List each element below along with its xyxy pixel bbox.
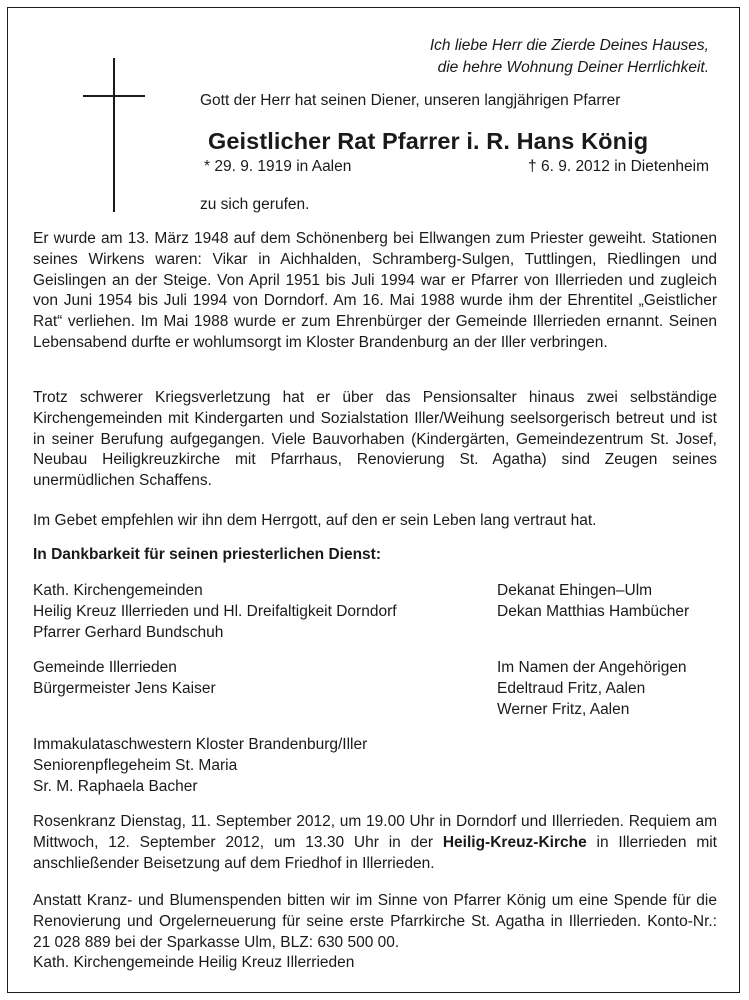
signatory-deanery xyxy=(497,581,689,623)
signatory-line: Seniorenpflegeheim St. Maria xyxy=(33,756,238,774)
signatory-convent xyxy=(33,735,367,797)
cross-vertical-bar xyxy=(113,58,115,212)
service-paragraph: Trotz schwerer Kriegsverletzung hat er über das Pensionsalter hinaus zwei selbständige Kirchengemeinden mit Kindergarten und Sozialstation Iller/Weihung seelsorgerisch betreut und ist in seiner Berufung aufgegangen. Viele Bauvorhaben (Kindergärten, Gemeindezentrum St. Josef, Neubau Heiligkreuzkirche mit Pfarrhaus, Renovierung St. Agatha) sind Zeugen seines unermüdlichen Schaffens. xyxy=(33,389,717,490)
schedule-text-end: in Illerrieden mit anschließender Beisetzung auf dem Friedhof in Illerrieden. xyxy=(33,833,717,872)
signatory-line: Edeltraud Fritz, Aalen xyxy=(497,679,646,697)
donation-footer: Kath. Kirchengemeinde Heilig Kreuz Illerrieden xyxy=(33,954,355,972)
signatory-line: Bürgermeister Jens Kaiser xyxy=(33,679,216,697)
signatory-line: Im Namen der Angehörigen xyxy=(497,659,687,676)
intro-text: Gott der Herr hat seinen Diener, unseren langjährigen Pfarrer xyxy=(200,92,621,109)
church-name: Heilig-Kreuz-Kirche xyxy=(442,833,587,851)
death-date: † 6. 9. 2012 in Dietenheim xyxy=(528,158,709,175)
signatory-line: Pfarrer Gerhard Bundschuh xyxy=(33,623,224,641)
signatory-line: Sr. M. Raphaela Bacher xyxy=(33,777,198,795)
funeral-schedule xyxy=(33,812,717,874)
biography-paragraph: Er wurde am 13. März 1948 auf dem Schönenberg bei Ellwangen zum Priester geweiht. Stationen seines Wirkens waren: Vikar in Aichhalden, Schramberg-Sulgen, Tuttlingen, Riedlingen und Geislingen an der Steige. Von April 1951 bis Juli 1994 war er Pfarrer von Illerrieden und zugleich von Juni 1954 bis Juli 1994 von Dorndorf. Am 16. Mai 1988 wurde ihm der Ehrentitel „Geistlicher Rat“ verliehen. Im Mai 1988 wurde er zum Ehrenbürger der Gemeinde Illerrieden ernannt. Seinen Lebensabend durfte er wohlumsorgt im Kloster Brandenburg an der Iller verbringen. xyxy=(33,230,717,351)
thanks-heading: In Dankbarkeit für seinen priesterlichen Dienst: xyxy=(33,546,381,563)
signatory-line: Werner Fritz, Aalen xyxy=(497,700,630,718)
schedule-text: Rosenkranz Dienstag, 11. September 2012, um 19.00 Uhr in Dorndorf und Illerrieden. Requiem am Mittwoch, 12. September 2012, um 13.30 Uhr in der xyxy=(33,813,717,851)
called-text: zu sich gerufen. xyxy=(200,196,310,213)
donation-text: Anstatt Kranz- und Blumenspenden bitten wir im Sinne von Pfarrer König um eine Spende für die Renovierung und Orgelerneuerung für seine erste Pfarrkirche St. Agatha in Illerrieden. Konto-Nr.: 21 028 889 bei der Sparkasse Ulm, BLZ: 630 500 00. xyxy=(33,892,717,951)
birth-date: * 29. 9. 1919 in Aalen xyxy=(204,158,352,175)
signatory-line: Dekanat Ehingen–Ulm xyxy=(497,582,653,599)
obituary-notice xyxy=(7,7,740,993)
signatory-line: Gemeinde Illerrieden xyxy=(33,659,177,676)
deceased-name: Geistlicher Rat Pfarrer i. R. Hans König xyxy=(208,128,649,154)
signatory-line: Immakulataschwestern Kloster Brandenburg/Iller xyxy=(33,736,368,753)
signatory-municipality xyxy=(33,658,216,700)
verse-line-1: Ich liebe Herr die Zierde Deines Hauses, xyxy=(429,37,709,54)
signatory-line: Dekan Matthias Hambücher xyxy=(497,602,690,620)
bible-verse xyxy=(430,35,709,79)
signatory-line: Heilig Kreuz Illerrieden und Hl. Dreifaltigkeit Dorndorf xyxy=(33,602,397,620)
cross-horizontal-bar xyxy=(83,95,145,97)
signatory-parishes xyxy=(33,581,397,643)
signatory-line: Kath. Kirchengemeinden xyxy=(33,582,203,599)
verse-line-2: die hehre Wohnung Deiner Herrlichkeit. xyxy=(437,59,709,76)
prayer-paragraph: Im Gebet empfehlen wir ihn dem Herrgott, auf den er sein Leben lang vertraut hat. xyxy=(33,512,597,529)
donation-request xyxy=(33,891,717,974)
signatory-relatives xyxy=(497,658,687,720)
